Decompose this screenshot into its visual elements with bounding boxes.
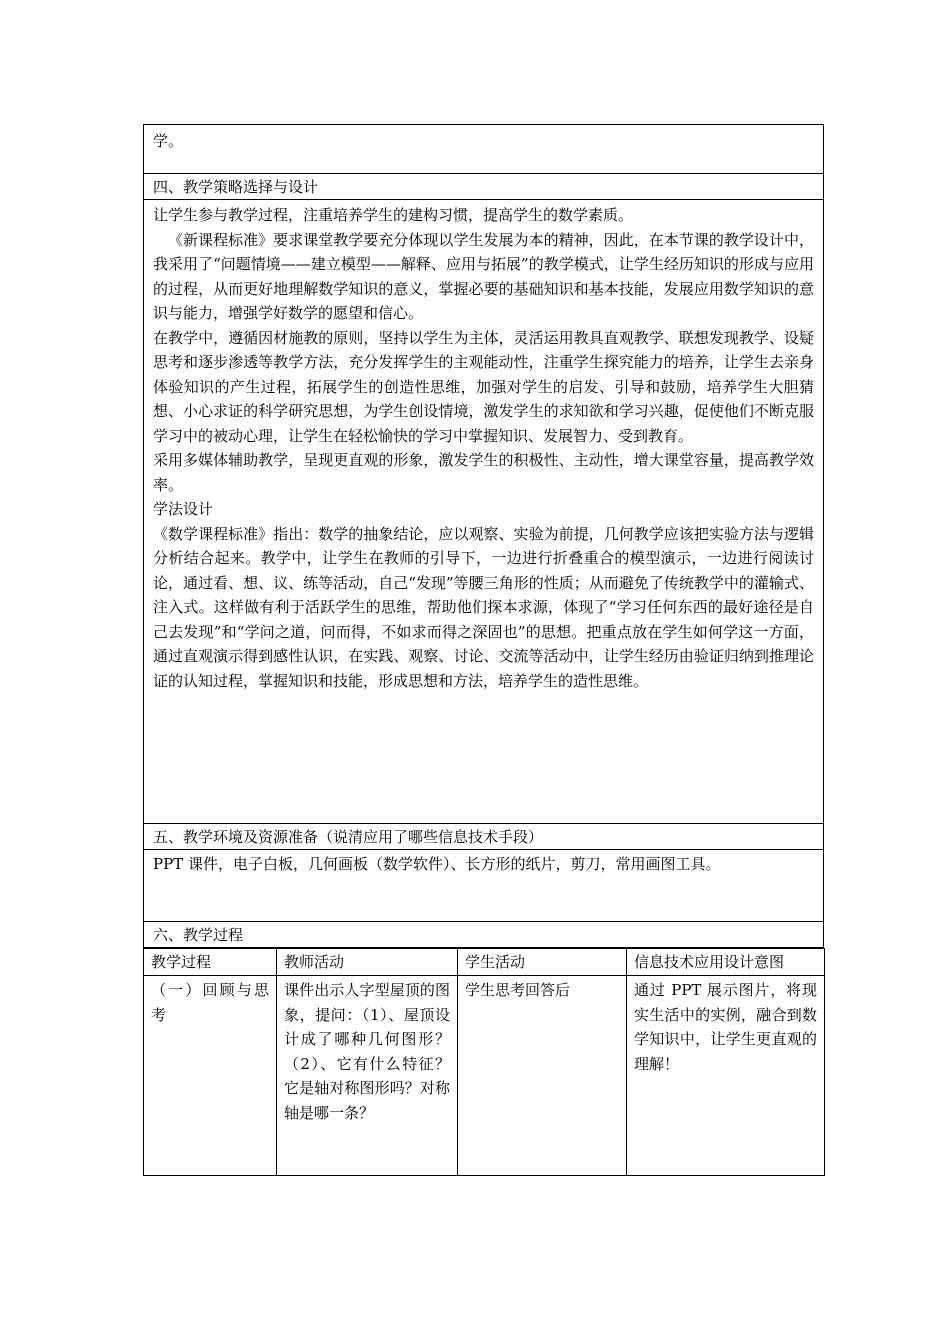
strategy-paragraph: 在教学中，遵循因材施教的原则，坚持以学生为主体，灵活运用教具直观教学、联想发现教学、设疑思考和逐步渗透等教学方法，充分发挥学生的主观能动性，注重学生探究能力的培养，让学生去亲身体验知识的产生过程，拓展学生的创造性思维，加强对学生的启发、引导和鼓励，培养学生大胆猜想、小心求证的科学研究思想，为学生创设情境，激发学生的求知欲和学习兴趣，促使他们不断克服学习中的被动心理，让学生在轻松愉快的学习中掌握知识、发展智力、受到教育。 — [153, 328, 814, 445]
teaching-process-table — [143, 948, 825, 1176]
column-header: 学生活动 — [458, 949, 627, 976]
section-4-title: 四、教学策略选择与设计 — [143, 174, 824, 200]
strategy-paragraph: 《数学课程标准》指出：数学的抽象结论，应以观察、实验为前提，几何教学应该把实验方法与逻辑分析结合起来。教学中，让学生在教师的引导下，一边进行折叠重合的模型演示，一边进行阅读讨论，通过看、想、议、练等活动，自己“发现”等腰三角形的性质；从而避免了传统教学中的灌输式、注入式。这样做有利于活跃学生的思维，帮助他们探本求源，体现了“学习任何东西的最好途径是自己去发现”和“学问之道，问而得，不如求而得之深固也”的思想。把重点放在学生如何学这一方面，通过直观演示得到感性认识，在实践、观察、讨论、交流等活动中，让学生经历由验证归纳到推理论证的认知过程，掌握知识和技能，形成思想和方法，培养学生的造性思维。 — [153, 524, 814, 690]
continued-text-cell — [143, 124, 824, 174]
student-activity-cell: 学生思考回答后 — [458, 976, 627, 1176]
section-4-body — [143, 200, 824, 824]
table-row — [144, 976, 825, 1176]
strategy-paragraph: 让学生参与教学过程，注重培养学生的建构习惯，提高学生的数学素质。 — [153, 206, 634, 224]
section-5-title: 五、教学环境及资源准备（说清应用了哪些信息技术手段） — [143, 824, 824, 850]
stage-cell: （一）回顾与思考 — [144, 976, 277, 1176]
resources-text: PPT 课件，电子白板，几何画板（数学软件）、长方形的纸片，剪刀，常用画图工具。 — [153, 855, 721, 873]
it-intent-cell: 通过 PPT 展示图片，将现实生活中的实例，融合到数学知识中，让学生更直观的理解！ — [627, 976, 825, 1176]
section-6-title: 六、教学过程 — [143, 922, 824, 948]
section-5-body — [143, 850, 824, 922]
continued-text: 学。 — [153, 132, 184, 150]
column-header: 教师活动 — [277, 949, 458, 976]
strategy-paragraph: 《新课程标准》要求课堂教学要充分体现以学生发展为本的精神，因此，在本节课的教学设计中，我采用了“问题情境——建立模型——解释、应用与拓展”的教学模式，让学生经历知识的形成与应用的过程，从而更好地理解数学知识的意义，掌握必要的基础知识和基本技能，发展应用数学知识的意识与能力，增强学好数学的愿望和信心。 — [153, 230, 814, 322]
teacher-activity-cell: 课件出示人字型屋顶的图象，提问：（1）、屋顶设计成了哪种几何图形？（2）、它有什么特征？它是轴对称图形吗？对称轴是哪一条？ — [277, 976, 458, 1176]
column-header: 信息技术应用设计意图 — [627, 949, 825, 976]
table-header-row — [144, 949, 825, 976]
lesson-plan-document — [143, 124, 824, 1176]
column-header: 教学过程 — [144, 949, 277, 976]
strategy-paragraph: 采用多媒体辅助教学，呈现更直观的形象，激发学生的积极性、主动性，增大课堂容量，提高教学效率。 — [153, 451, 814, 494]
learning-method-heading: 学法设计 — [153, 500, 214, 518]
